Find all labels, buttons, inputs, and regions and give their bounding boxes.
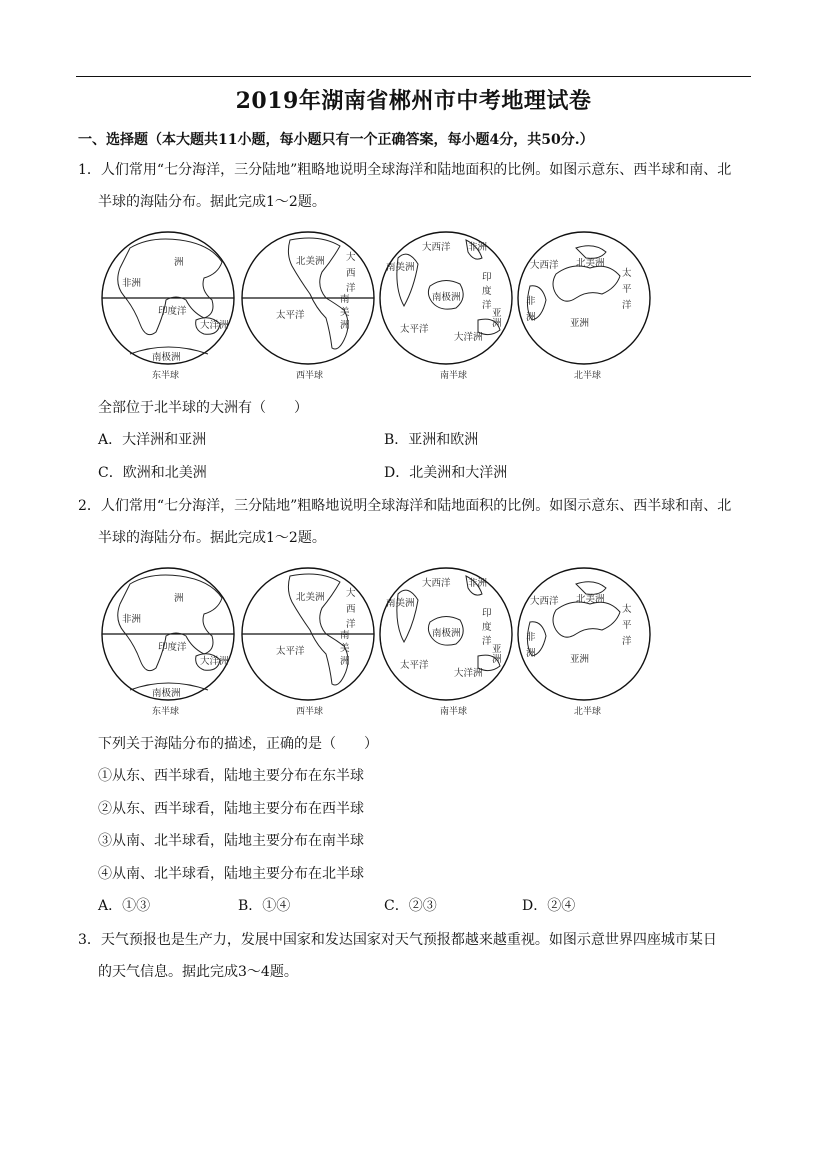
label: 非洲: [468, 242, 488, 253]
label: 太平洋: [276, 310, 305, 321]
west-hemisphere: [242, 568, 374, 717]
label: 大: [346, 252, 356, 263]
q2-statement-1: ①从东、西半球看，陆地主要分布在东半球: [98, 768, 364, 784]
label: 北美洲: [576, 258, 605, 269]
label: 洲: [492, 318, 502, 329]
label: 洋: [346, 283, 356, 294]
south-hemisphere: [380, 568, 512, 717]
caption-north: 北半球: [574, 371, 602, 381]
q1-option-b: B．亚洲和欧洲: [384, 432, 479, 448]
caption-west: 西半球: [296, 707, 324, 717]
label: 大洋洲: [454, 668, 483, 679]
label: 非: [526, 296, 536, 307]
label: 洲: [492, 654, 502, 665]
label: 亚: [492, 308, 502, 319]
caption-west: 西半球: [296, 371, 324, 381]
label: 非洲: [122, 614, 142, 625]
q1-option-c: C．欧洲和北美洲: [98, 465, 207, 481]
q2-statement-4: ④从南、北半球看，陆地主要分布在北半球: [98, 866, 364, 882]
label: 太平洋: [400, 324, 429, 335]
label: 南极洲: [432, 292, 461, 303]
label: 大洋洲: [454, 332, 483, 343]
label: 南极洲: [152, 352, 181, 363]
caption-south: 南半球: [440, 371, 468, 381]
label: 北美洲: [296, 256, 325, 267]
label: 南: [340, 294, 350, 305]
label: 大洋洲: [200, 656, 229, 667]
label: 洲: [174, 257, 184, 268]
east-hemisphere: [102, 568, 234, 717]
label: 大洋洲: [200, 320, 229, 331]
label: 美: [340, 307, 350, 318]
q2-option-d: D．②④: [522, 898, 576, 914]
label: 美: [340, 643, 350, 654]
label: 洋: [482, 300, 492, 311]
label: 度: [482, 622, 492, 633]
label: 非洲: [122, 278, 142, 289]
north-hemisphere: [518, 232, 650, 381]
page-title: 2019年湖南省郴州市中考地理试卷: [235, 88, 592, 114]
label: 西: [346, 604, 356, 615]
label: 亚: [492, 644, 502, 655]
q2-statement-2: ②从东、西半球看，陆地主要分布在西半球: [98, 801, 364, 817]
top-rule: [76, 76, 751, 77]
q2-statement-3: ③从南、北半球看，陆地主要分布在南半球: [98, 833, 364, 849]
label: 洋: [346, 619, 356, 630]
label: 洋: [482, 636, 492, 647]
label: 平: [622, 284, 632, 295]
label: 非: [526, 632, 536, 643]
label: 南: [340, 630, 350, 641]
q1-option-d: D．北美洲和大洋洲: [384, 465, 508, 481]
label: 印: [482, 272, 492, 283]
label: 印度洋: [158, 642, 187, 653]
q2-option-c: C．②③: [384, 898, 437, 914]
west-hemisphere: [242, 232, 374, 381]
label: 非洲: [468, 578, 488, 589]
north-hemisphere: [518, 568, 650, 717]
label: 印: [482, 608, 492, 619]
label: 大: [346, 588, 356, 599]
caption-south: 南半球: [440, 707, 468, 717]
label: 太: [622, 604, 632, 615]
q2-option-a: A．①③: [98, 898, 151, 914]
label: 度: [482, 286, 492, 297]
label: 大西洋: [422, 242, 451, 253]
label: 太: [622, 268, 632, 279]
label: 南美洲: [386, 262, 415, 273]
caption-north: 北半球: [574, 707, 602, 717]
q3-stem-line2: 的天气信息。据此完成3～4题。: [98, 964, 298, 980]
q2-option-b: B．①④: [238, 898, 291, 914]
label: 南极洲: [432, 628, 461, 639]
label: 亚洲: [570, 318, 590, 329]
label: 大西洋: [530, 596, 559, 607]
label: 印度洋: [158, 306, 187, 317]
label: 平: [622, 620, 632, 631]
label: 亚洲: [570, 654, 590, 665]
label: 洲: [340, 656, 350, 667]
q2-stem-line1: 2．人们常用“七分海洋，三分陆地”粗略地说明全球海洋和陆地面积的比例。如图示意东、西半球和南、北: [78, 498, 732, 514]
label: 北美洲: [576, 594, 605, 605]
east-hemisphere: [102, 232, 234, 381]
section-heading: 一、选择题（本大题共11小题，每小题只有一个正确答案，每小题4分，共50分.）: [78, 132, 594, 148]
label: 洲: [174, 593, 184, 604]
q3-stem-line1: 3．天气预报也是生产力，发展中国家和发达国家对天气预报都越来越重视。如图示意世界四座城市某日: [78, 932, 717, 948]
label: 西: [346, 268, 356, 279]
label: 洲: [340, 320, 350, 331]
q1-stem-line2: 半球的海陆分布。据此完成1～2题。: [98, 194, 326, 210]
caption-east: 东半球: [152, 707, 180, 717]
hemispheres-figure-2: [100, 564, 660, 722]
caption-east: 东半球: [152, 371, 180, 381]
q2-question: 下列关于海陆分布的描述，正确的是（ ）: [98, 736, 378, 752]
q1-option-a: A．大洋洲和亚洲: [98, 432, 207, 448]
label: 洲: [526, 648, 536, 659]
label: 大西洋: [530, 260, 559, 271]
label: 洲: [526, 312, 536, 323]
q1-stem-line1: 1．人们常用“七分海洋，三分陆地”粗略地说明全球海洋和陆地面积的比例。如图示意东、西半球和南、北: [78, 162, 732, 178]
label: 北美洲: [296, 592, 325, 603]
label: 大西洋: [422, 578, 451, 589]
label: 太平洋: [400, 660, 429, 671]
label: 南美洲: [386, 598, 415, 609]
label: 洋: [622, 300, 632, 311]
south-hemisphere: [380, 232, 512, 381]
q2-stem-line2: 半球的海陆分布。据此完成1～2题。: [98, 530, 326, 546]
label: 南极洲: [152, 688, 181, 699]
label: 洋: [622, 636, 632, 647]
label: 太平洋: [276, 646, 305, 657]
q1-question: 全部位于北半球的大洲有（ ）: [98, 400, 308, 416]
hemispheres-figure-1: [100, 228, 660, 386]
